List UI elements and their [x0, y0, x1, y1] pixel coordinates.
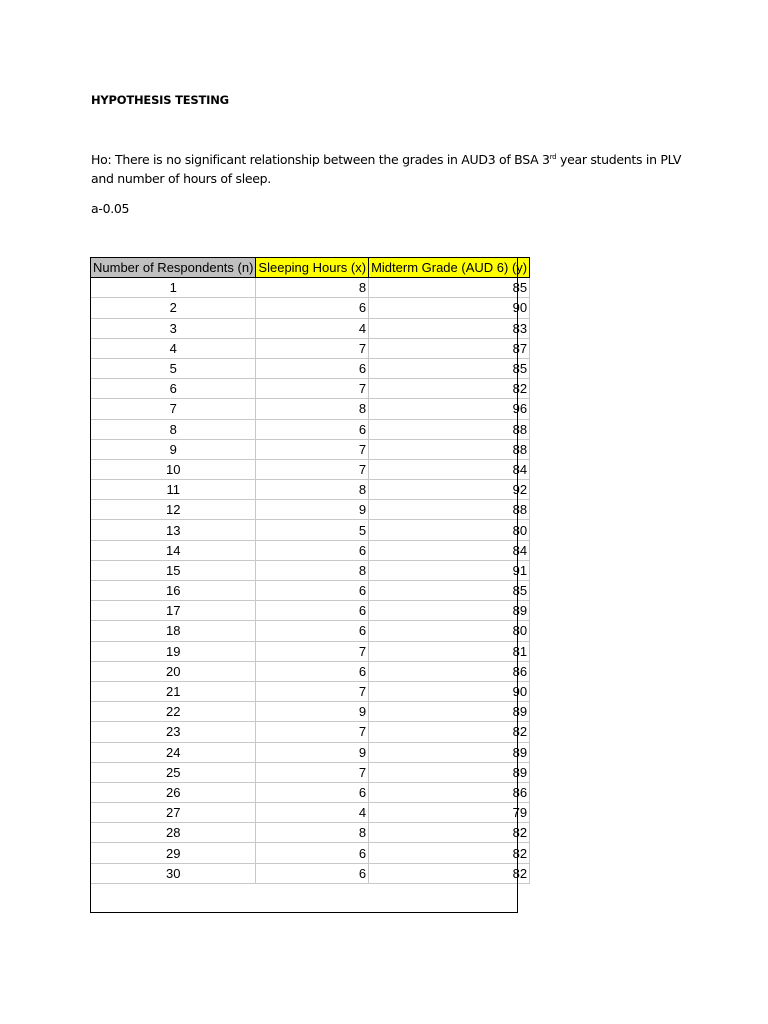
- midterm-grade-cell: 86: [369, 782, 530, 802]
- midterm-grade-cell: 82: [369, 823, 530, 843]
- table-row: [91, 601, 530, 621]
- sleeping-hours-cell: 8: [256, 823, 369, 843]
- table-row: [91, 762, 530, 782]
- respondent-number-cell: 28: [91, 823, 256, 843]
- table-row: [91, 439, 530, 459]
- respondent-number-cell: 23: [91, 722, 256, 742]
- hypothesis-text-start: Ho: There is no significant relationship between the grades in AUD3 of BSA 3: [91, 152, 550, 167]
- respondent-number-cell: 2: [91, 298, 256, 318]
- sleeping-hours-cell: 7: [256, 681, 369, 701]
- table-row: [91, 520, 530, 540]
- table-row: [91, 742, 530, 762]
- respondent-number-cell: 25: [91, 762, 256, 782]
- sleeping-hours-cell: 4: [256, 318, 369, 338]
- sleeping-hours-cell: 6: [256, 419, 369, 439]
- sleeping-hours-cell: 7: [256, 641, 369, 661]
- midterm-grade-cell: 87: [369, 338, 530, 358]
- table-row: [91, 338, 530, 358]
- data-table: [90, 257, 530, 884]
- midterm-grade-cell: 85: [369, 358, 530, 378]
- table-row: [91, 278, 530, 298]
- midterm-grade-cell: 84: [369, 459, 530, 479]
- header-respondents: Number of Respondents (n): [91, 258, 256, 278]
- respondent-number-cell: 4: [91, 338, 256, 358]
- table-row: [91, 480, 530, 500]
- midterm-grade-cell: 85: [369, 278, 530, 298]
- table-row: [91, 298, 530, 318]
- table-body: [91, 278, 530, 884]
- header-sleeping-hours: Sleeping Hours (x): [256, 258, 369, 278]
- midterm-grade-cell: 82: [369, 863, 530, 883]
- midterm-grade-cell: 85: [369, 581, 530, 601]
- table-row: [91, 318, 530, 338]
- midterm-grade-cell: 88: [369, 439, 530, 459]
- sleeping-hours-cell: 7: [256, 439, 369, 459]
- table-row: [91, 399, 530, 419]
- table-row: [91, 500, 530, 520]
- respondent-number-cell: 12: [91, 500, 256, 520]
- midterm-grade-cell: 80: [369, 621, 530, 641]
- midterm-grade-cell: 89: [369, 601, 530, 621]
- table-row: [91, 379, 530, 399]
- table-row: [91, 702, 530, 722]
- respondent-number-cell: 21: [91, 681, 256, 701]
- midterm-grade-cell: 90: [369, 298, 530, 318]
- sleeping-hours-cell: 7: [256, 762, 369, 782]
- respondent-number-cell: 22: [91, 702, 256, 722]
- sleeping-hours-cell: 6: [256, 661, 369, 681]
- midterm-grade-cell: 88: [369, 419, 530, 439]
- midterm-grade-cell: 89: [369, 702, 530, 722]
- table-header-row: [91, 258, 530, 278]
- respondent-number-cell: 17: [91, 601, 256, 621]
- respondent-number-cell: 18: [91, 621, 256, 641]
- midterm-grade-cell: 82: [369, 379, 530, 399]
- null-hypothesis: [91, 150, 691, 188]
- respondent-number-cell: 15: [91, 560, 256, 580]
- sleeping-hours-cell: 6: [256, 298, 369, 318]
- sleeping-hours-cell: 8: [256, 399, 369, 419]
- sleeping-hours-cell: 6: [256, 843, 369, 863]
- respondent-number-cell: 20: [91, 661, 256, 681]
- sleeping-hours-cell: 6: [256, 601, 369, 621]
- hypothesis-text-end: year students in PLV and number of hours of sleep.: [91, 152, 682, 186]
- table-row: [91, 823, 530, 843]
- sleeping-hours-cell: 7: [256, 338, 369, 358]
- respondent-number-cell: 27: [91, 803, 256, 823]
- sleeping-hours-cell: 9: [256, 702, 369, 722]
- table-row: [91, 722, 530, 742]
- midterm-grade-cell: 91: [369, 560, 530, 580]
- respondent-number-cell: 30: [91, 863, 256, 883]
- sleeping-hours-cell: 8: [256, 278, 369, 298]
- midterm-grade-cell: 84: [369, 540, 530, 560]
- sleeping-hours-cell: 6: [256, 358, 369, 378]
- table-row: [91, 419, 530, 439]
- table-row: [91, 782, 530, 802]
- respondent-number-cell: 26: [91, 782, 256, 802]
- respondent-number-cell: 10: [91, 459, 256, 479]
- header-midterm-grade: Midterm Grade (AUD 6) (y): [369, 258, 530, 278]
- table-row: [91, 459, 530, 479]
- sleeping-hours-cell: 4: [256, 803, 369, 823]
- midterm-grade-cell: 83: [369, 318, 530, 338]
- sleeping-hours-cell: 8: [256, 560, 369, 580]
- sleeping-hours-cell: 6: [256, 621, 369, 641]
- respondent-number-cell: 19: [91, 641, 256, 661]
- midterm-grade-cell: 88: [369, 500, 530, 520]
- ordinal-superscript: rd: [549, 153, 557, 161]
- midterm-grade-cell: 86: [369, 661, 530, 681]
- respondent-number-cell: 9: [91, 439, 256, 459]
- sleeping-hours-cell: 9: [256, 742, 369, 762]
- respondent-number-cell: 6: [91, 379, 256, 399]
- respondent-number-cell: 16: [91, 581, 256, 601]
- table-row: [91, 843, 530, 863]
- sleeping-hours-cell: 6: [256, 540, 369, 560]
- midterm-grade-cell: 96: [369, 399, 530, 419]
- midterm-grade-cell: 89: [369, 762, 530, 782]
- table-row: [91, 641, 530, 661]
- table-row: [91, 661, 530, 681]
- sleeping-hours-cell: 6: [256, 581, 369, 601]
- sleeping-hours-cell: 8: [256, 480, 369, 500]
- midterm-grade-cell: 79: [369, 803, 530, 823]
- respondent-number-cell: 11: [91, 480, 256, 500]
- significance-level: a-0.05: [91, 201, 130, 216]
- midterm-grade-cell: 90: [369, 681, 530, 701]
- sleeping-hours-cell: 7: [256, 379, 369, 399]
- table-row: [91, 863, 530, 883]
- sleeping-hours-cell: 5: [256, 520, 369, 540]
- midterm-grade-cell: 89: [369, 742, 530, 762]
- respondent-number-cell: 24: [91, 742, 256, 762]
- table-row: [91, 681, 530, 701]
- sleeping-hours-cell: 6: [256, 782, 369, 802]
- table-row: [91, 560, 530, 580]
- respondent-number-cell: 8: [91, 419, 256, 439]
- respondent-number-cell: 14: [91, 540, 256, 560]
- respondent-number-cell: 3: [91, 318, 256, 338]
- table-row: [91, 621, 530, 641]
- page-title: HYPOTHESIS TESTING: [91, 93, 229, 107]
- table-row: [91, 803, 530, 823]
- midterm-grade-cell: 81: [369, 641, 530, 661]
- respondent-number-cell: 1: [91, 278, 256, 298]
- table-row: [91, 581, 530, 601]
- respondent-number-cell: 13: [91, 520, 256, 540]
- sleeping-hours-cell: 7: [256, 459, 369, 479]
- table-row: [91, 358, 530, 378]
- midterm-grade-cell: 80: [369, 520, 530, 540]
- midterm-grade-cell: 82: [369, 722, 530, 742]
- sleeping-hours-cell: 6: [256, 863, 369, 883]
- sleeping-hours-cell: 9: [256, 500, 369, 520]
- respondent-number-cell: 5: [91, 358, 256, 378]
- midterm-grade-cell: 92: [369, 480, 530, 500]
- sleeping-hours-cell: 7: [256, 722, 369, 742]
- respondent-number-cell: 29: [91, 843, 256, 863]
- respondent-number-cell: 7: [91, 399, 256, 419]
- table-row: [91, 540, 530, 560]
- midterm-grade-cell: 82: [369, 843, 530, 863]
